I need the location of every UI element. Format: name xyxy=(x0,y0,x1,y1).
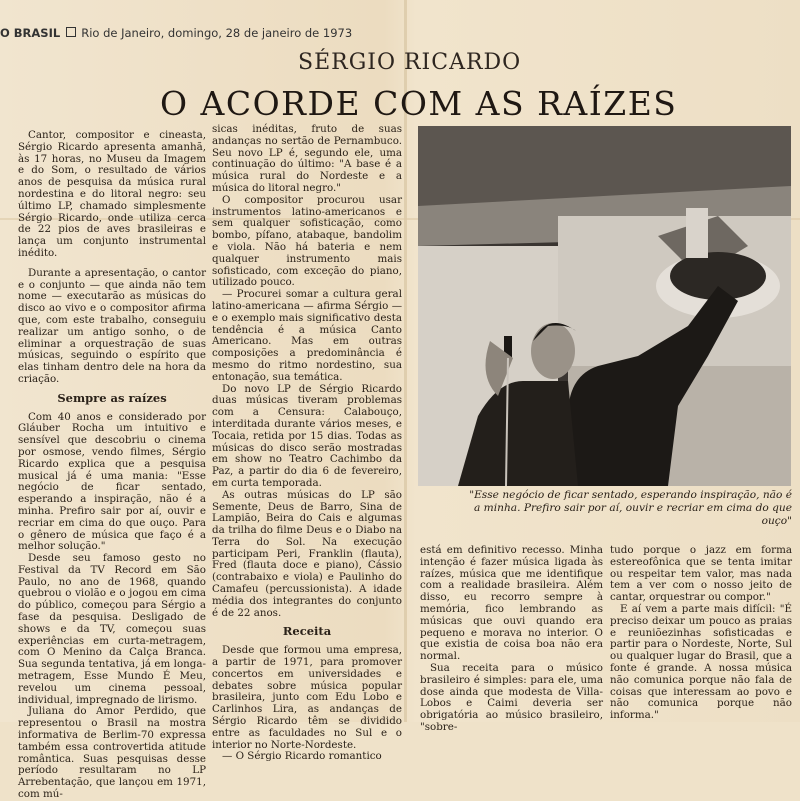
paragraph: está em definitivo recesso. Minha intenção é fazer música ligada às raízes, música que me identifique com a realidade brasileira. Além disso, eu recorro sempre à memória, fico lembrando as músicas que ouvi quando era pequeno e morava no interior. O que existia de coisa boa não era normal. xyxy=(420,544,603,663)
section-heading: Sempre as raízes xyxy=(57,390,167,405)
paragraph: — Procurei somar a cultura geral latino-americana — afirma Sérgio — e o exemplo mais significativo desta tendência é a música Canto Americano. Mas em outras composições a predominância é mesmo do ritmo nordestino, sua entonação, sua temática. xyxy=(212,288,402,383)
text-column-1 xyxy=(18,129,206,801)
dateline: Rio de Janeiro, domingo, 28 de janeiro de 1973 xyxy=(81,26,353,40)
paragraph: As outras músicas do LP são Semente, Deus de Barro, Sina de Lampião, Beira do Cais e algumas da trilha do filme Deus e o Diabo na Terra do Sol. Na execução participam Peri, Franklin (flauta), Fred (flauta doce e piano), Cássio (contrabaixo e viola) e Paulinho do Camafeu (percussionista). A idade média dos integrantes do conjunto é de 22 anos. xyxy=(212,488,402,619)
square-icon xyxy=(66,27,76,37)
paragraph: Desde que formou uma empresa, a partir de 1971, para promover concertos em universidades e debates sobre música popular brasileira, junto com Edu Lobo e Carlinhos Lira, as andanças de Sérgio Ricardo têm se dividido entre as faculdades no Sul e o interior no Norte-Nordeste. xyxy=(212,644,402,751)
paragraph: sicas inéditas, fruto de suas andanças no sertão de Pernambuco. Seu novo LP é, segundo ele, uma continuação do último: "A base é a música rural do Nordeste e a música do litoral negro." xyxy=(212,123,402,194)
paragraph: O compositor procurou usar instrumentos latino-americanos e sem qualquer sofisticação, como bombo, pífano, atabaque, bandolim e viola. Não há bateria e nem qualquer instrumento mais sofisticado, com exceção do piano, utilizado pouco. xyxy=(212,193,402,289)
section-heading: Receita xyxy=(282,624,332,639)
paragraph: Sua receita para o músico brasileiro é simples: para ele, uma dose ainda que modesta de Villa-Lobos e Caimi deveria ser obrigatória ao músico brasileiro, "sobre- xyxy=(420,661,603,733)
paragraph: E aí vem a parte mais difícil: "É preciso deixar um pouco as praias e reuniõezinhas sofisticadas e partir para o Nordeste, Norte, Sul ou qualquer lugar do Brasil, que a fonte é grande. A nossa música não comunica porque não fala de coisas que interessam ao povo e não comunica porque não informa." xyxy=(610,602,792,722)
newspaper-name: O BRASIL xyxy=(0,26,61,40)
article-kicker: SÉRGIO RICARDO xyxy=(298,50,522,75)
text-column-3 xyxy=(420,544,603,733)
paragraph: — O Sérgio Ricardo romantico xyxy=(222,750,382,763)
singer-photo-illustration xyxy=(418,126,791,486)
photo-caption: "Esse negócio de ficar sentado, esperando inspiração, não é a minha. Prefiro sair por aí, ouvir e recriar em cima do que ouço" xyxy=(469,489,792,527)
text-column-4 xyxy=(610,544,792,722)
paragraph: tudo porque o jazz em forma estereofônica que se tenta imitar ou respeitar tem valor, mas nada tem a ver com o nosso jeito de cantar, orquestrar ou compor." xyxy=(610,544,792,604)
masthead xyxy=(0,26,420,44)
text-column-2 xyxy=(212,123,402,763)
paragraph: Juliana do Amor Perdido, que representou o Brasil na mostra informativa de Berlim-70 expressa também essa controvertida atitude romântica. Suas pesquisas desse período resultaram no LP Arrebentação, que lançou em 1971, com mú- xyxy=(18,705,206,801)
article-headline: O ACORDE COM AS RAÍZES xyxy=(160,84,678,123)
paragraph: Do novo LP de Sérgio Ricardo duas músicas tiveram problemas com a Censura: Calabouço, interditada durante vários meses, e Tocaia, retida por 15 dias. Todas as músicas do disco serão mostradas em show no Teatro Cachimbo da Paz, a partir do dia 6 de fevereiro, em curta temporada. xyxy=(212,382,402,489)
paragraph: Cantor, compositor e cineasta, Sérgio Ricardo apresenta amanhã, às 17 horas, no Museu da Imagem e do Som, o resultado de vários anos de pesquisa da música rural nordestina e do litoral negro: seu último LP, chamado simplesmente Sérgio Ricardo, onde utiliza cerca de 22 pios de aves brasileiras e lança um conjunto instrumental inédito. xyxy=(18,129,206,259)
paragraph: Desde seu famoso gesto no Festival da TV Record em São Paulo, no ano de 1968, quando quebrou o violão e o jogou em cima do público, começou para Sérgio a fase da pesquisa. Desligado de shows e da TV, começou suas experiências em curta-metragem, com O Menino da Calça Branca. Sua segunda tentativa, já em longa-metragem, Esse Mundo É Meu, revelou um cinema pessoal, individual, impregnado de lirismo. xyxy=(18,552,206,706)
paragraph: Durante a apresentação, o cantor e o conjunto — que ainda não tem nome — executarão as músicas do disco ao vivo e o compositor afirma que, com este trabalho, conseguiu realizar um antigo sonho, o de eliminar a orquestração de suas músicas, seguindo o espírito que elas tinham dentro dele na hora da criação. xyxy=(18,266,206,385)
photo-singer xyxy=(418,126,791,486)
paragraph: Com 40 anos e considerado por Gláuber Rocha um intuitivo e sensível que descobriu o cinema por osmose, vendo filmes, Sérgio Ricardo explica que a pesquisa musical já é uma mania: "Esse negócio de ficar sentado, esperando a inspiração, não é a minha. Prefiro sair por aí, ouvir e recriar em cima do que ouço. Para o gênero de música que faço é a melhor solução." xyxy=(18,410,206,553)
